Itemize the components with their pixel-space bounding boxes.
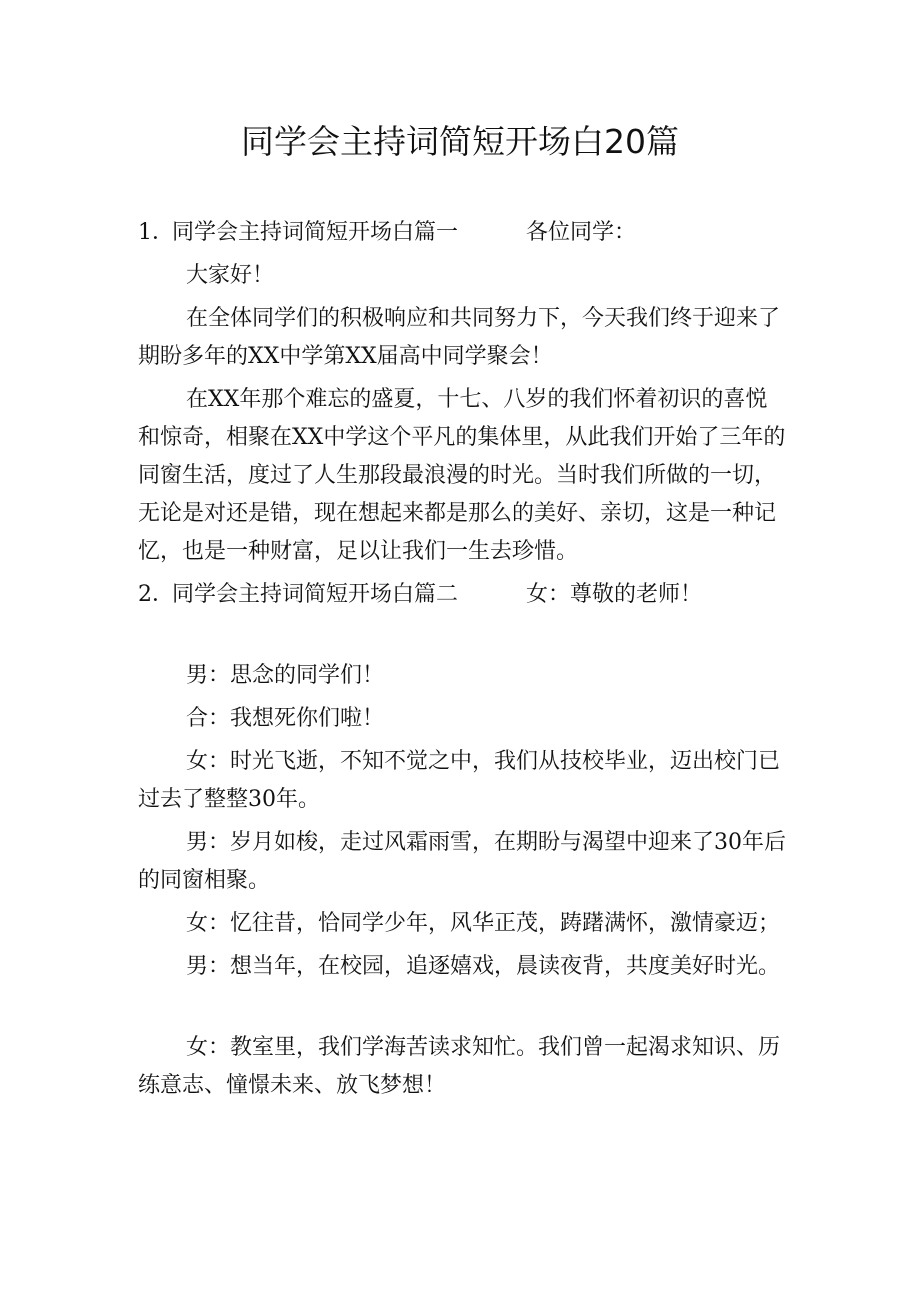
- section-heading-2: [138, 576, 788, 614]
- paragraph: 在XX年那个难忘的盛夏，十七、八岁的我们怀着初识的喜悦和惊奇，相聚在XX中学这个平凡的集体里，从此我们开始了三年的同窗生活，度过了人生那段最浪漫的时光。当时我们所做的一切，无论是对还是错，现在想起来都是那么的美好、亲切，这是一种记忆，也是一种财富，足以让我们一生去珍惜。: [138, 387, 786, 564]
- section-number: 2．: [138, 582, 174, 607]
- section-heading-1: [138, 214, 788, 252]
- paragraph: 男：想当年，在校园，追逐嬉戏，晨读夜背，共度美好时光。: [186, 954, 781, 979]
- section-title: 同学会主持词简短开场白篇二: [172, 582, 459, 607]
- section-salutation: 女：尊敬的老师！: [526, 582, 703, 607]
- document-body: [138, 214, 788, 1110]
- paragraph: 在全体同学们的积极响应和共同努力下，今天我们终于迎来了期盼多年的XX中学第XX届高中同学聚会！: [138, 306, 781, 369]
- document-title: 同学会主持词简短开场白20篇: [241, 122, 679, 161]
- paragraph: 男：岁月如梭，走过风霜雨雪，在期盼与渴望中迎来了30年后的同窗相聚。: [138, 830, 786, 893]
- paragraph: 男：思念的同学们！: [186, 663, 385, 688]
- paragraph: 女：教室里，我们学海苦读求知忙。我们曾一起渴求知识、历练意志、憧憬未来、放飞梦想！: [138, 1035, 781, 1098]
- paragraph: 大家好！: [186, 263, 275, 288]
- section-number: 1．: [138, 220, 174, 245]
- section-title: 同学会主持词简短开场白篇一: [172, 220, 459, 245]
- paragraph: 合：我想死你们啦！: [186, 706, 385, 731]
- paragraph: 女：时光飞逝，不知不觉之中，我们从技校毕业，迈出校门已过去了整整30年。: [138, 749, 781, 812]
- section-salutation: 各位同学：: [526, 220, 637, 245]
- paragraph: 女：忆往昔，恰同学少年，风华正茂，踌躇满怀，激情豪迈；: [186, 911, 781, 936]
